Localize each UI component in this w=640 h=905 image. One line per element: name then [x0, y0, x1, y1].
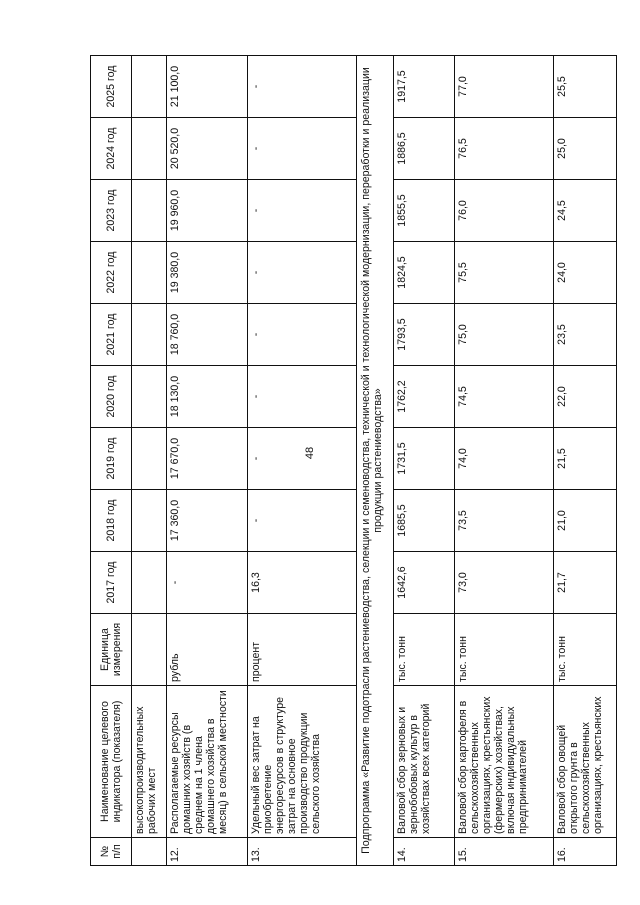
row-value: 1685,5: [394, 490, 455, 552]
row-value: [132, 242, 167, 304]
row-value: [132, 118, 167, 180]
row-value: 1855,5: [394, 180, 455, 242]
row-value: 73,5: [455, 490, 554, 552]
row-value: [132, 304, 167, 366]
row-value: 24,5: [554, 180, 617, 242]
table-row: [248, 56, 357, 866]
row-value: [132, 56, 167, 118]
row-value: -: [248, 180, 357, 242]
table-row: [554, 56, 617, 866]
row-value: 21,7: [554, 552, 617, 614]
row-unit: тыс. тонн: [394, 614, 455, 686]
row-num: 14.: [394, 838, 455, 866]
row-value: 76,5: [455, 118, 554, 180]
header-num: № п/п: [91, 838, 132, 866]
row-name: Располагаемые ресурсы домашних хозяйств (в среднем на 1 члена домашнего хозяйства в месяц) в сельской местности: [167, 686, 248, 838]
row-name: Валовой сбор зерновых и зернобобовых культур в хозяйствах всех категорий: [394, 686, 455, 838]
header-year: 2019 год: [91, 428, 132, 490]
row-unit: тыс. тонн: [554, 614, 617, 686]
header-year: 2023 год: [91, 180, 132, 242]
row-unit: [132, 614, 167, 686]
row-value: 1917,5: [394, 56, 455, 118]
row-num: 15.: [455, 838, 554, 866]
header-year: 2017 год: [91, 552, 132, 614]
table-row: [132, 56, 167, 866]
row-value: -: [248, 304, 357, 366]
row-value: 1762,2: [394, 366, 455, 428]
row-value: 25,0: [554, 118, 617, 180]
header-name: Наименование целевого индикатора (показателя): [91, 686, 132, 838]
row-value: 17 360,0: [167, 490, 248, 552]
header-year: 2021 год: [91, 304, 132, 366]
header-year: 2022 год: [91, 242, 132, 304]
row-value: 20 520,0: [167, 118, 248, 180]
row-value: [132, 552, 167, 614]
row-value: -: [248, 490, 357, 552]
row-value: -: [167, 552, 248, 614]
row-value: 76,0: [455, 180, 554, 242]
header-year: 2018 год: [91, 490, 132, 552]
row-value: 1731,5: [394, 428, 455, 490]
header-unit: Единица измерения: [91, 614, 132, 686]
row-value: 24,0: [554, 242, 617, 304]
row-value: 17 670,0: [167, 428, 248, 490]
row-value: 19 380,0: [167, 242, 248, 304]
row-value: [132, 366, 167, 428]
row-unit: тыс. тонн: [455, 614, 554, 686]
table-header-row: [91, 56, 132, 866]
row-value: [132, 490, 167, 552]
row-name: высокопроизводительных рабочих мест: [132, 686, 167, 838]
row-value: -: [248, 428, 357, 490]
row-value: 16,3: [248, 552, 357, 614]
subprogram-row: [357, 56, 394, 866]
row-value: 1886,5: [394, 118, 455, 180]
row-name: Валовой сбор картофеля в сельскохозяйственных организациях, крестьянских (фермерских) хозяйствах, включая индивидуальных предпринимателей: [455, 686, 554, 838]
header-year: 2025 год: [91, 56, 132, 118]
row-name: Валовой сбор овощей открытого грунта в сельскохозяйственных организациях, крестьянских: [554, 686, 617, 838]
row-value: [132, 180, 167, 242]
rotated-table-container: [90, 56, 622, 866]
row-value: 1793,5: [394, 304, 455, 366]
row-value: 19 960,0: [167, 180, 248, 242]
row-value: 75,5: [455, 242, 554, 304]
row-value: 21,5: [554, 428, 617, 490]
row-value: 18 130,0: [167, 366, 248, 428]
row-value: 25,5: [554, 56, 617, 118]
row-value: 73,0: [455, 552, 554, 614]
row-value: 21,0: [554, 490, 617, 552]
row-value: 1642,6: [394, 552, 455, 614]
row-num: 16.: [554, 838, 617, 866]
row-value: 74,5: [455, 366, 554, 428]
row-value: 18 760,0: [167, 304, 248, 366]
row-unit: рубль: [167, 614, 248, 686]
row-value: -: [248, 366, 357, 428]
row-num: 13.: [248, 838, 357, 866]
row-value: 1824,5: [394, 242, 455, 304]
row-name: Удельный вес затрат на приобретение энергоресурсов в структуре затрат на основное производство продукции сельского хозяйства: [248, 686, 357, 838]
row-value: -: [248, 242, 357, 304]
row-value: 22,0: [554, 366, 617, 428]
header-year: 2024 год: [91, 118, 132, 180]
row-num: [132, 838, 167, 866]
subprogram-title: Подпрограмма «Развитие подотрасли растениеводства, селекции и семеноводства, технической и технологической модернизации, переработки и реализации продукции растениеводства»: [357, 56, 394, 866]
row-value: 21 100,0: [167, 56, 248, 118]
row-value: 75,0: [455, 304, 554, 366]
indicator-table: [90, 55, 617, 866]
row-value: 23,5: [554, 304, 617, 366]
header-year: 2020 год: [91, 366, 132, 428]
table-row: [455, 56, 554, 866]
row-value: -: [248, 118, 357, 180]
row-value: [132, 428, 167, 490]
row-num: 12.: [167, 838, 248, 866]
row-unit: процент: [248, 614, 357, 686]
row-value: -: [248, 56, 357, 118]
row-value: 74,0: [455, 428, 554, 490]
row-value: 77,0: [455, 56, 554, 118]
table-row: [394, 56, 455, 866]
page-number: 48: [304, 446, 317, 460]
table-row: [167, 56, 248, 866]
